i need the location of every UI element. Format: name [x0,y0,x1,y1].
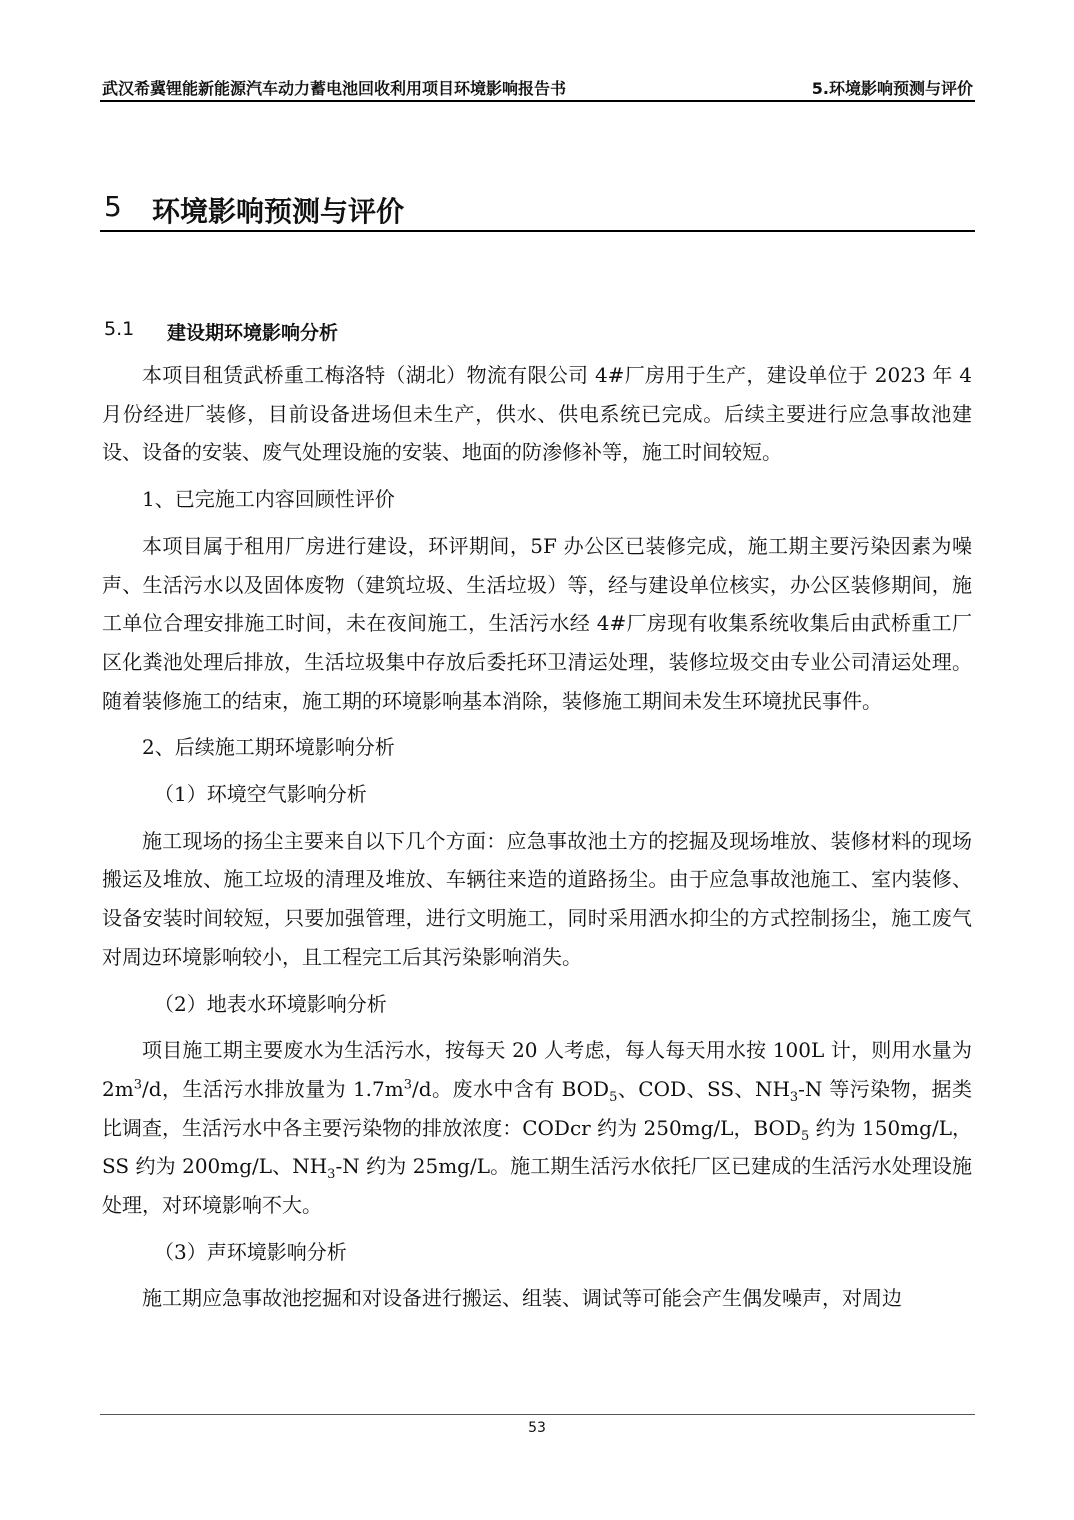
body-content [102,356,972,1318]
text-run: -N 约为 25mg/L。施工期生活污水依托厂区已建成的生活污水处理设施处理，对环境影响不大。 [102,1154,972,1218]
text-run: 约为 150mg/L，SS 约为 200mg/L、NH [102,1115,972,1179]
paragraph: 本项目属于租用厂房进行建设，环评期间，5F 办公区已装修完成，施工期主要污染因素为噪声、生活污水以及固体废物（建筑垃圾、生活垃圾）等，经与建设单位核实，办公区装修期间，施工单位合理安排施工时间，未在夜间施工，生活污水经 4#厂房现有收集系统收集后由武桥重工厂区化粪池处理后排放，生活垃圾集中存放后委托环卫清运处理，装修垃圾交由专业公司清运处理。随着装修施工的结束，施工期的环境影响基本消除，装修施工期间未发生环境扰民事件。 [102,533,972,713]
text-run: /d。废水中含有 BOD [412,1076,610,1101]
subheading: （1）环境空气影响分析 [154,782,367,807]
subheading: （2）地表水环境影响分析 [154,991,387,1016]
text-run: 、COD、SS、NH [617,1076,790,1101]
subheading: （3）声环境影响分析 [154,1239,347,1264]
subheading: 1、已完施工内容回顾性评价 [142,487,395,512]
paragraph: 本项目租赁武桥重工梅洛特（湖北）物流有限公司 4#厂房用于生产，建设单位于 2023 年 4 月份经进厂装修，目前设备进场但未生产，供水、供电系统已完成。后续主要进行应急事故池建设、设备的安装、废气处理设施的安装、地面的防渗修补等，施工时间较短。 [102,363,972,465]
text-run: /d，生活污水排放量为 1.7m [141,1076,404,1101]
section-number: 5.1 [104,318,135,340]
page-header [100,72,975,102]
footer-divider [100,1414,975,1415]
header-chapter-title: 5.环境影响预测与评价 [811,79,973,98]
chapter-title: 环境影响预测与评价 [152,195,405,228]
page-number: 53 [528,1420,546,1436]
paragraph-wastewater [102,1031,972,1225]
section-title: 建设期环境影响分析 [167,322,339,344]
text-run: 项目施工期主要废水为生活污水，按每天 20 人考虑，每人每天用水按 100L 计，则用水量为 2m [102,1038,972,1101]
subscript: 3 [327,1167,336,1183]
chapter-heading [100,188,975,232]
superscript: 3 [403,1077,413,1093]
superscript: 3 [133,1077,142,1093]
chapter-number: 5 [104,190,122,223]
paragraph: 施工现场的扬尘主要来自以下几个方面：应急事故池土方的挖掘及现场堆放、装修材料的现场搬运及堆放、施工垃圾的清理及堆放、车辆往来造的道路扬尘。由于应急事故池施工、室内装修、设备安装时间较短，只要加强管理，进行文明施工，同时采用洒水抑尘的方式控制扬尘，施工废气对周边环境影响较小，且工程完工后其污染影响消失。 [102,828,972,969]
subheading: 2、后续施工期环境影响分析 [142,735,395,760]
subscript: 5 [800,1128,810,1144]
subscript: 5 [609,1089,618,1105]
header-document-title: 武汉希冀锂能新能源汽车动力蓄电池回收利用项目环境影响报告书 [102,79,567,98]
text-run: -N 等污染物，据类比调查，生活污水中各主要污染物的排放浓度：CODcr 约为 250mg/L，BOD [102,1076,973,1140]
paragraph: 施工期应急事故池挖掘和对设备进行搬运、组装、调试等可能会产生偶发噪声，对周边 [142,1286,902,1311]
subscript: 3 [789,1089,799,1105]
